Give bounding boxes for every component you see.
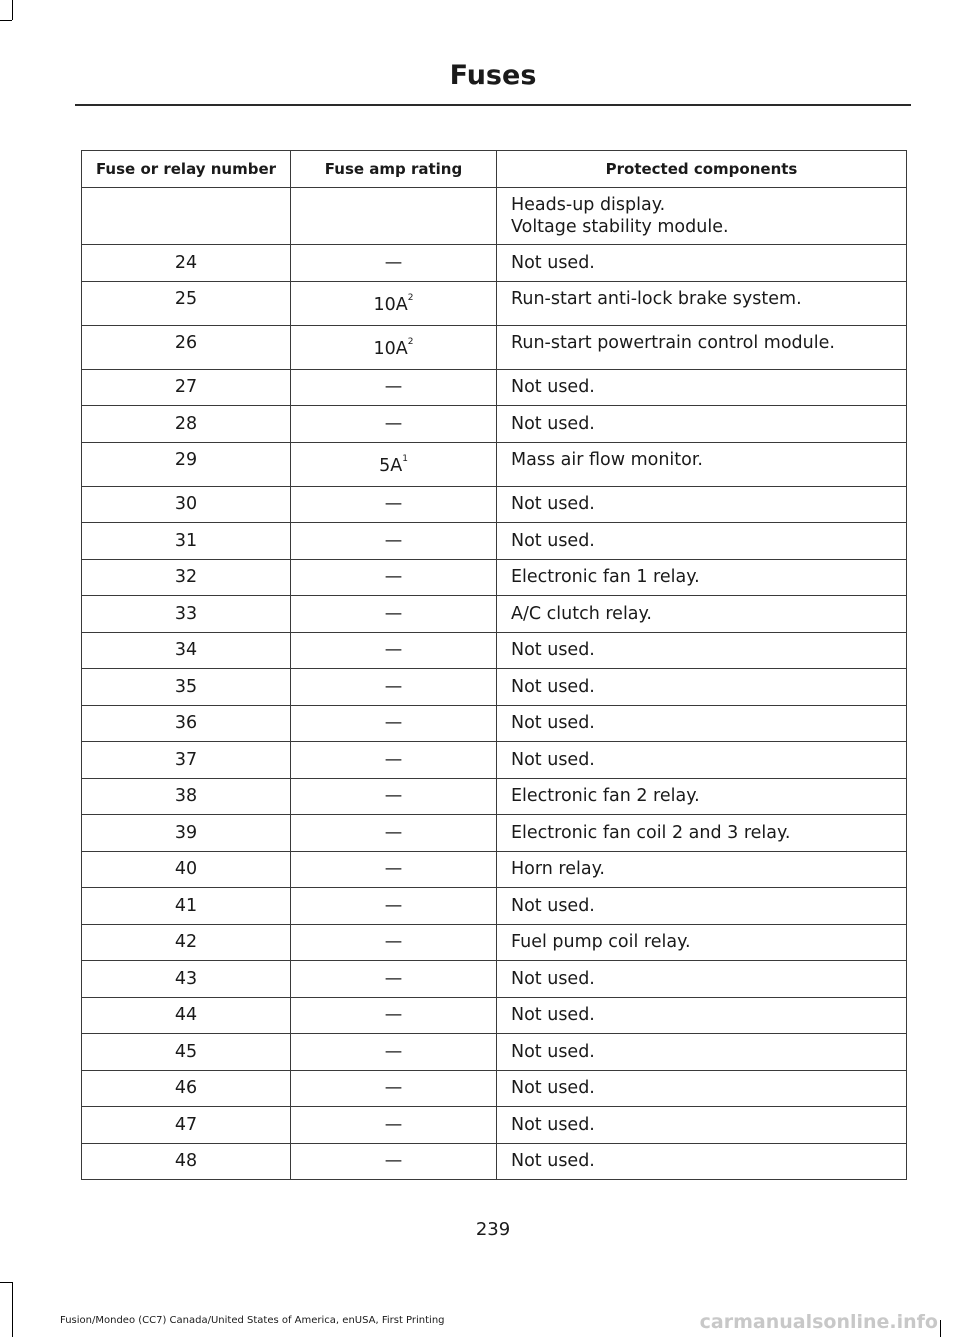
amp-rating-value: — [384, 968, 403, 989]
amp-rating-cell [291, 1070, 497, 1107]
fuse-number-cell: 48 [82, 1143, 291, 1180]
table-row [82, 742, 907, 779]
amp-rating-cell [291, 406, 497, 443]
protected-components-cell [497, 188, 907, 245]
protected-components-cell: Not used. [497, 523, 907, 560]
protected-components-cell: Not used. [497, 997, 907, 1034]
fuse-number-cell [82, 188, 291, 245]
fuse-number-cell: 25 [82, 281, 291, 325]
fuse-number-cell: 45 [82, 1034, 291, 1071]
protected-components-cell: Not used. [497, 1143, 907, 1180]
protected-components-cell: Electronic fan coil 2 and 3 relay. [497, 815, 907, 852]
table-row [82, 188, 907, 245]
amp-rating-value: — [384, 895, 403, 916]
fuse-number-cell: 33 [82, 596, 291, 633]
amp-rating-cell [291, 1107, 497, 1144]
table-row [82, 888, 907, 925]
amp-rating-cell [291, 559, 497, 596]
footnote-marker: 1 [402, 453, 408, 464]
protected-components-cell: Fuel pump coil relay. [497, 924, 907, 961]
amp-rating-value: — [384, 859, 403, 880]
table-row [82, 369, 907, 406]
amp-rating-cell [291, 486, 497, 523]
amp-rating-cell [291, 596, 497, 633]
protected-components-cell: Not used. [497, 632, 907, 669]
amp-rating-cell [291, 281, 497, 325]
amp-rating-value: — [384, 822, 403, 843]
table-row [82, 815, 907, 852]
fuse-number-cell: 47 [82, 1107, 291, 1144]
table-row [82, 1070, 907, 1107]
amp-rating-cell [291, 1034, 497, 1071]
amp-rating-cell [291, 1143, 497, 1180]
column-header-amp-rating: Fuse amp rating [291, 151, 497, 188]
fuse-number-cell: 32 [82, 559, 291, 596]
fuse-number-cell: 24 [82, 245, 291, 282]
amp-rating-cell [291, 669, 497, 706]
crop-mark [0, 20, 12, 21]
table-row [82, 486, 907, 523]
amp-rating-cell [291, 188, 497, 245]
fuse-number-cell: 38 [82, 778, 291, 815]
fuse-number-cell: 26 [82, 325, 291, 369]
fuse-number-cell: 39 [82, 815, 291, 852]
amp-rating-cell [291, 523, 497, 560]
amp-rating-cell [291, 742, 497, 779]
protected-components-cell: Not used. [497, 961, 907, 998]
table-row [82, 281, 907, 325]
page-title: Fuses [449, 60, 537, 91]
fuse-number-cell: 43 [82, 961, 291, 998]
protected-components-cell: A/C clutch relay. [497, 596, 907, 633]
table-row [82, 778, 907, 815]
amp-rating-value: — [384, 494, 403, 515]
amp-rating-value: — [384, 530, 403, 551]
crop-mark [12, 1282, 13, 1337]
fuse-number-cell: 46 [82, 1070, 291, 1107]
amp-rating-value: — [384, 252, 403, 273]
amp-rating-cell [291, 705, 497, 742]
protected-components-cell: Not used. [497, 245, 907, 282]
fuse-number-cell: 36 [82, 705, 291, 742]
amp-rating-cell [291, 778, 497, 815]
amp-rating-cell [291, 369, 497, 406]
fuse-table [81, 150, 907, 1180]
amp-rating-value: — [384, 1041, 403, 1062]
amp-rating-cell [291, 325, 497, 369]
amp-rating-value: 5A [379, 455, 403, 476]
amp-rating-value: — [384, 377, 403, 398]
table-row [82, 851, 907, 888]
amp-rating-value: — [384, 713, 403, 734]
amp-rating-value: 10A [373, 338, 408, 359]
table-row [82, 1143, 907, 1180]
amp-rating-value: — [384, 413, 403, 434]
amp-rating-cell [291, 815, 497, 852]
fuse-number-cell: 44 [82, 997, 291, 1034]
amp-rating-value: — [384, 786, 403, 807]
amp-rating-value: — [384, 1005, 403, 1026]
amp-rating-value: — [384, 603, 403, 624]
amp-rating-value: — [384, 567, 403, 588]
protected-components-cell: Not used. [497, 1034, 907, 1071]
table-row [82, 1034, 907, 1071]
page-number: 239 [475, 1219, 511, 1240]
amp-rating-value: — [384, 1114, 403, 1135]
table-row [82, 245, 907, 282]
table-row [82, 596, 907, 633]
table-row [82, 924, 907, 961]
crop-mark [12, 0, 13, 20]
fuse-number-cell: 30 [82, 486, 291, 523]
table-row [82, 1107, 907, 1144]
table-row [82, 997, 907, 1034]
amp-rating-cell [291, 924, 497, 961]
footnote-marker: 2 [407, 336, 414, 347]
protected-components-cell: Run-start powertrain control module. [497, 325, 907, 369]
component-line: Heads-up display. [511, 195, 666, 215]
fuse-number-cell: 29 [82, 442, 291, 486]
protected-components-cell: Not used. [497, 406, 907, 443]
amp-rating-value: 10A [373, 294, 408, 315]
table-header-row [82, 151, 907, 188]
protected-components-cell: Not used. [497, 1107, 907, 1144]
table-row [82, 705, 907, 742]
fuse-number-cell: 31 [82, 523, 291, 560]
amp-rating-cell [291, 245, 497, 282]
protected-components-cell: Run-start anti-lock brake system. [497, 281, 907, 325]
protected-components-cell: Not used. [497, 486, 907, 523]
protected-components-cell: Horn relay. [497, 851, 907, 888]
amp-rating-cell [291, 997, 497, 1034]
protected-components-cell: Not used. [497, 1070, 907, 1107]
amp-rating-cell [291, 632, 497, 669]
fuse-number-cell: 34 [82, 632, 291, 669]
fuse-number-cell: 27 [82, 369, 291, 406]
footnote-marker: 2 [407, 292, 414, 303]
title-divider [75, 104, 911, 106]
amp-rating-cell [291, 442, 497, 486]
protected-components-cell: Electronic fan 2 relay. [497, 778, 907, 815]
table-row [82, 442, 907, 486]
watermark: carmanualsonline.info [699, 1311, 938, 1333]
fuse-number-cell: 40 [82, 851, 291, 888]
amp-rating-value: — [384, 749, 403, 770]
column-header-fuse-number: Fuse or relay number [82, 151, 291, 188]
amp-rating-cell [291, 851, 497, 888]
amp-rating-cell [291, 888, 497, 925]
protected-components-cell: Not used. [497, 669, 907, 706]
table-row [82, 559, 907, 596]
protected-components-cell: Not used. [497, 369, 907, 406]
protected-components-cell: Not used. [497, 888, 907, 925]
table-row [82, 406, 907, 443]
component-line: Voltage stability module. [511, 217, 729, 237]
table-row [82, 523, 907, 560]
table-row [82, 669, 907, 706]
protected-components-cell: Mass air flow monitor. [497, 442, 907, 486]
amp-rating-cell [291, 961, 497, 998]
fuse-number-cell: 37 [82, 742, 291, 779]
protected-components-cell: Not used. [497, 705, 907, 742]
amp-rating-value: — [384, 1078, 403, 1099]
column-header-protected-components: Protected components [497, 151, 907, 188]
amp-rating-value: — [384, 932, 403, 953]
fuse-number-cell: 41 [82, 888, 291, 925]
table-row [82, 632, 907, 669]
amp-rating-value: — [384, 1151, 403, 1172]
protected-components-cell: Electronic fan 1 relay. [497, 559, 907, 596]
table-row [82, 325, 907, 369]
crop-mark [940, 1320, 941, 1337]
fuse-number-cell: 42 [82, 924, 291, 961]
protected-components-cell: Not used. [497, 742, 907, 779]
amp-rating-value: — [384, 676, 403, 697]
crop-mark [0, 1282, 12, 1283]
amp-rating-value: — [384, 640, 403, 661]
fuse-number-cell: 28 [82, 406, 291, 443]
fuse-number-cell: 35 [82, 669, 291, 706]
footer-edition-text: Fusion/Mondeo (CC7) Canada/United States of America, enUSA, First Printing [60, 1315, 445, 1326]
table-row [82, 961, 907, 998]
